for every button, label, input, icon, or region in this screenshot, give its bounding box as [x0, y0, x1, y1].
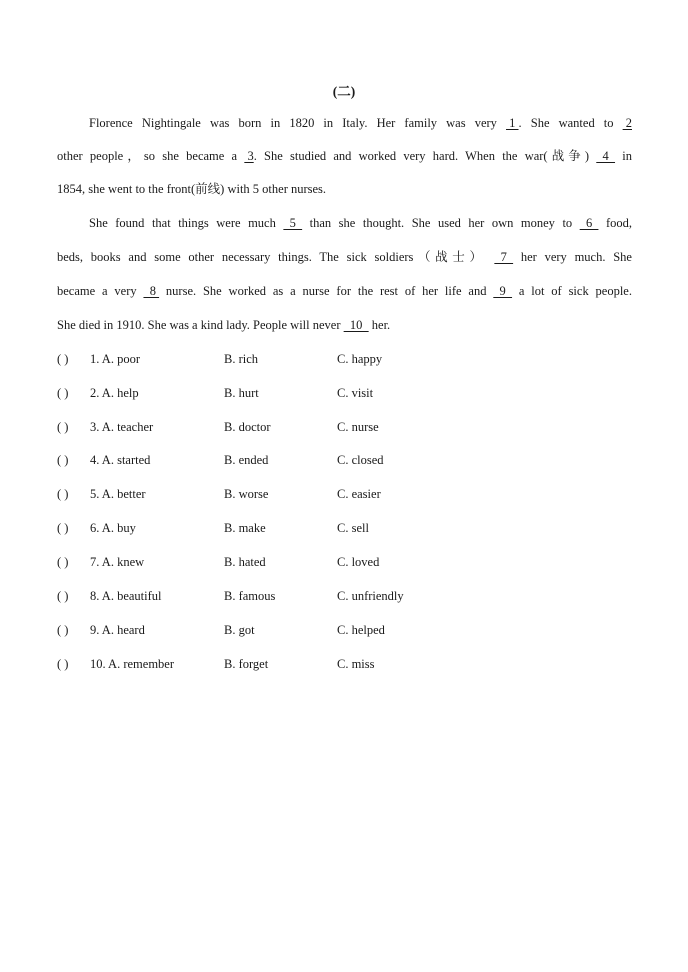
passage-text: became a very	[57, 284, 144, 298]
blank-10: 10	[343, 318, 369, 332]
option-a: 6. A. buy	[90, 521, 136, 535]
answer-paren[interactable]: ( )	[57, 555, 69, 569]
answer-paren[interactable]: ( )	[57, 420, 69, 434]
passage-text: She died in 1910. She was a kind lady. People will never	[57, 318, 344, 332]
passage-text: 1854, she went to the front(前线) with 5 other nurses.	[57, 182, 327, 196]
answer-paren[interactable]: ( )	[57, 623, 69, 637]
option-a: 9. A. heard	[90, 623, 145, 637]
option-c: C. closed	[337, 453, 384, 467]
option-c: C. miss	[337, 657, 375, 671]
blank-2: 2	[622, 116, 632, 130]
option-a: 10. A. remember	[90, 657, 175, 671]
passage-text: She found that things were much	[89, 216, 284, 230]
passage-text: food,	[598, 216, 632, 230]
option-a: 3. A. teacher	[90, 420, 154, 434]
option-c: C. easier	[337, 487, 381, 501]
option-c: C. sell	[337, 521, 369, 535]
passage-line-2	[57, 146, 632, 166]
option-c: C. unfriendly	[337, 589, 404, 603]
passage-text: her.	[368, 318, 391, 332]
question-row	[57, 552, 632, 572]
answer-paren[interactable]: ( )	[57, 589, 69, 603]
answer-paren[interactable]: ( )	[57, 453, 69, 467]
answer-paren[interactable]: ( )	[57, 487, 69, 501]
option-a: 7. A. knew	[90, 555, 145, 569]
blank-9: 9	[493, 284, 513, 298]
passage-line-1	[89, 113, 632, 133]
blank-1: 1	[506, 116, 519, 130]
option-c: C. visit	[337, 386, 374, 400]
passage-text: beds, books and some other necessary things. The sick soldiers（战士）	[57, 250, 495, 264]
passage-text: . She wanted to	[518, 116, 623, 130]
option-a: 5. A. better	[90, 487, 146, 501]
option-b: B. forget	[224, 657, 269, 671]
passage-line-7	[57, 315, 632, 335]
option-b: B. rich	[224, 352, 259, 366]
option-c: C. loved	[337, 555, 380, 569]
option-b: B. famous	[224, 589, 276, 603]
passage-text: in	[615, 149, 632, 163]
passage-line-4	[89, 213, 632, 233]
blank-7: 7	[494, 250, 514, 264]
answer-paren[interactable]: ( )	[57, 352, 69, 366]
question-row	[57, 586, 632, 606]
option-c: C. helped	[337, 623, 385, 637]
blank-4: 4	[596, 149, 616, 163]
blank-6: 6	[579, 216, 599, 230]
passage-text: Florence Nightingale was born in 1820 in Italy. Her family was very	[89, 116, 507, 130]
option-a: 8. A. beautiful	[90, 589, 162, 603]
passage-text: her very much. She	[513, 250, 632, 264]
passage-line-5	[57, 247, 632, 267]
blank-8: 8	[143, 284, 160, 298]
blank-5: 5	[283, 216, 303, 230]
option-b: B. hated	[224, 555, 266, 569]
passage-text: than she thought. She used her own money to	[302, 216, 580, 230]
option-b: B. ended	[224, 453, 269, 467]
section-heading: (二)	[332, 84, 356, 99]
answer-paren[interactable]: ( )	[57, 657, 69, 671]
question-row	[57, 450, 632, 470]
option-b: B. doctor	[224, 420, 271, 434]
option-b: B. hurt	[224, 386, 259, 400]
question-row	[57, 383, 632, 403]
passage-line-6	[57, 281, 632, 301]
passage-text: other people，so she became a	[57, 149, 245, 163]
option-b: B. worse	[224, 487, 269, 501]
question-row	[57, 417, 632, 437]
answer-paren[interactable]: ( )	[57, 386, 69, 400]
question-row	[57, 620, 632, 640]
option-a: 4. A. started	[90, 453, 151, 467]
passage-text: nurse. She worked as a nurse for the rest of her life and	[159, 284, 494, 298]
passage-text: a lot of sick people.	[512, 284, 632, 298]
answer-paren[interactable]: ( )	[57, 521, 69, 535]
option-b: B. got	[224, 623, 255, 637]
option-a: 1. A. poor	[90, 352, 140, 366]
option-c: C. nurse	[337, 420, 379, 434]
passage-line-3	[57, 179, 632, 199]
question-row	[57, 484, 632, 504]
question-row	[57, 518, 632, 538]
option-b: B. make	[224, 521, 266, 535]
blank-3: 3	[244, 149, 254, 163]
option-c: C. happy	[337, 352, 383, 366]
question-row	[57, 349, 632, 369]
option-a: 2. A. help	[90, 386, 139, 400]
question-row	[57, 654, 632, 674]
passage-text: . She studied and worked very hard. When the war(战争)	[253, 149, 597, 163]
